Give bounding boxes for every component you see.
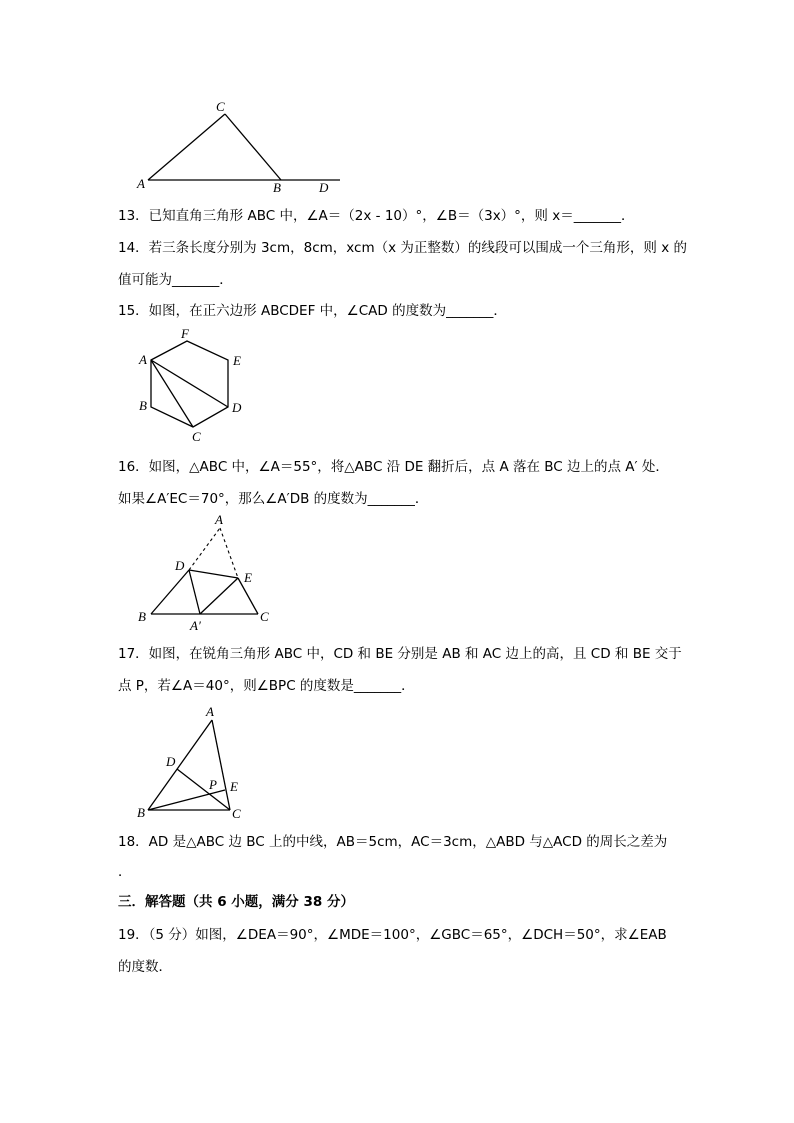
point-label-e: E — [230, 779, 238, 794]
point-label-d: D — [319, 180, 329, 195]
point-label-c: C — [216, 99, 225, 114]
question-19-line2: 的度数． — [118, 959, 172, 975]
question-18-line2: ． — [118, 864, 132, 880]
point-label-a: A — [137, 176, 145, 191]
point-label-b: B — [138, 609, 146, 624]
point-label-e: E — [244, 570, 252, 585]
point-label-a: A — [206, 704, 214, 719]
point-label-c: C — [232, 806, 241, 821]
point-label-b: B — [137, 805, 145, 820]
point-label-a: A — [139, 352, 147, 367]
question-16-line2: 如果∠A′EC＝70°，那么∠A′DB 的度数为_______． — [118, 491, 429, 507]
point-label-c: C — [192, 429, 201, 444]
question-17-line1: 17．如图，在锐角三角形 ABC 中，CD 和 BE 分别是 AB 和 AC 边上的高，且 CD 和 BE 交于 — [118, 646, 682, 662]
point-label-c: C — [260, 609, 269, 624]
point-label-b: B — [139, 398, 147, 413]
question-14-line2: 值可能为_______． — [118, 272, 233, 288]
point-label-d: D — [166, 754, 176, 769]
point-label-a: A — [215, 512, 223, 527]
question-19-line1: 19．（5 分）如图，∠DEA＝90°，∠MDE＝100°，∠GBC＝65°，∠DCH＝50°，求∠EAB — [118, 927, 667, 943]
question-17-line2: 点 P，若∠A＝40°，则∠BPC 的度数是_______． — [118, 678, 415, 694]
section-heading-solutions: 三．解答题（共 6 小题，满分 38 分） — [118, 894, 354, 910]
question-13: 13．已知直角三角形 ABC 中，∠A＝（2x - 10）°，∠B＝（3x）°，则 x＝_______． — [118, 208, 635, 224]
point-label-a-prime: A′ — [190, 618, 201, 633]
question-15: 15．如图，在正六边形 ABCDEF 中，∠CAD 的度数为_______． — [118, 303, 507, 319]
question-16-line1: 16．如图，△ABC 中，∠A＝55°，将△ABC 沿 DE 翻折后，点 A 落在 BC 边上的点 A′ 处． — [118, 459, 669, 475]
point-label-b: B — [273, 180, 281, 195]
question-14-line1: 14．若三条长度分别为 3cm，8cm，xcm（x 为正整数）的线段可以围成一个三角形，则 x 的 — [118, 240, 687, 256]
point-label-d: D — [175, 558, 185, 573]
point-label-e: E — [233, 353, 241, 368]
point-label-p: P — [209, 777, 217, 792]
point-label-f: F — [181, 326, 189, 341]
question-18-line1: 18．AD 是△ABC 边 BC 上的中线，AB＝5cm，AC＝3cm，△ABD 与△ACD 的周长之差为 — [118, 834, 668, 850]
point-label-d: D — [232, 400, 242, 415]
